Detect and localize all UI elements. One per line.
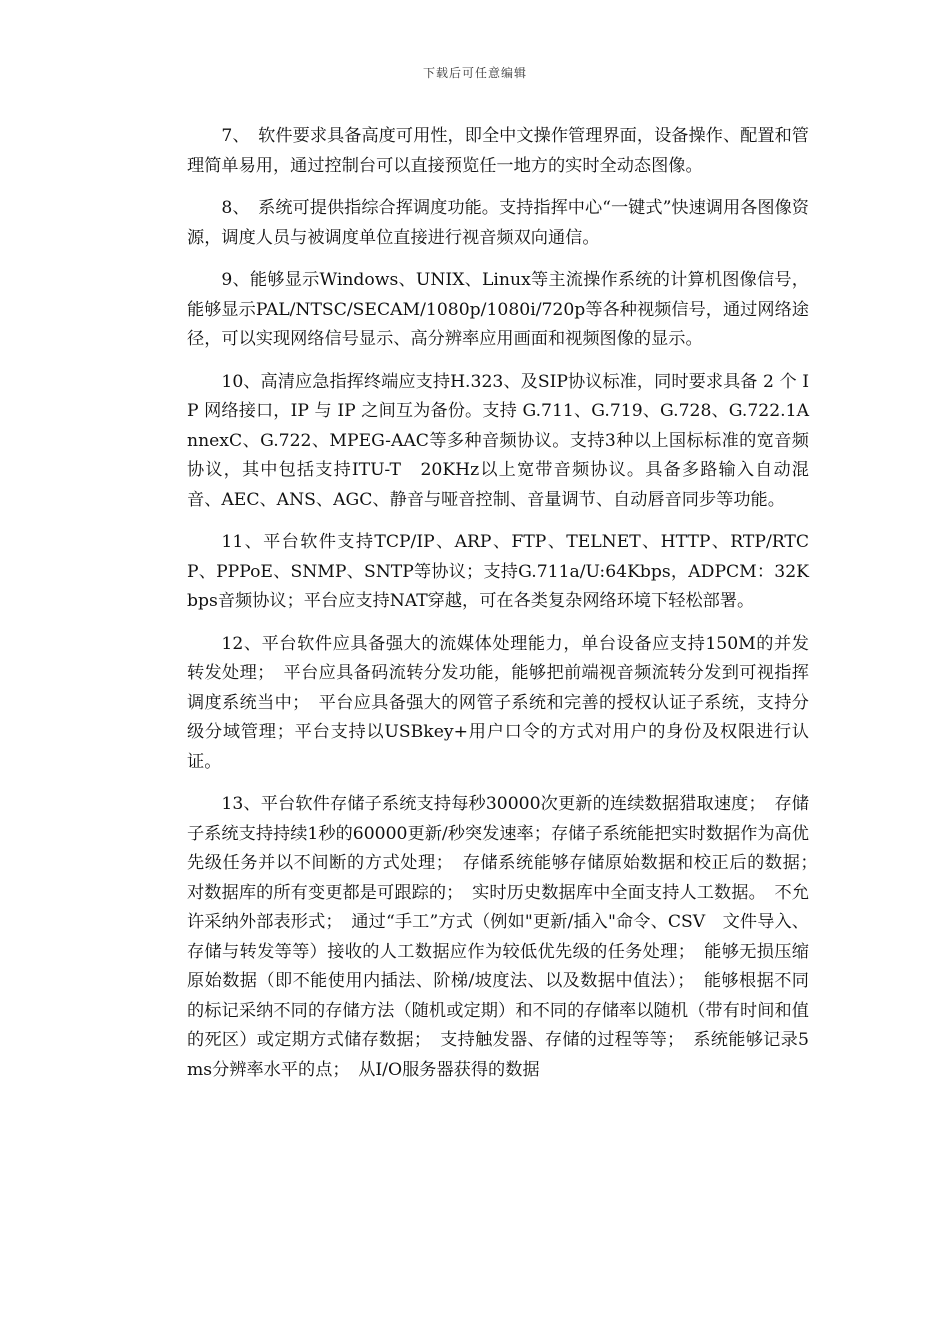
paragraph-11: 11、平台软件支持TCP/IP、ARP、FTP、TELNET、HTTP、RTP/RTCP、PPPoE、SNMP、SNTP等协议；支持G.711a/U:64Kbps，ADPCM：32Kbps音频协议；平台应支持NAT穿越，可在各类复杂网络环境下轻松部署。 [187,532,809,611]
paragraph-10: 10、高清应急指挥终端应支持H.323、及SIP协议标准，同时要求具备 2 个 IP 网络接口，IP 与 IP 之间互为备份。支持 G.711、G.719、G.728、G.722.1AnnexC、G.722、MPEG-AAC等多种音频协议。支持3种以上国标标准的宽音频协议，其中包括支持ITU-T 20KHz以上宽带音频协议。具备多路输入自动混音、AEC、ANS、AGC、静音与哑音控制、音量调节、自动唇音同步等功能。 [187,371,809,510]
paragraph-12: 12、平台软件应具备强大的流媒体处理能力，单台设备应支持150M的并发转发处理； 平台应具备码流转分发功能，能够把前端视音频流转分发到可视指挥调度系统当中； 平台应具备强大的网管子系统和完善的授权认证子系统，支持分级分域管理；平台支持以USBkey+用户口令的方式对用户的身份及权限进行认证。 [187,633,809,772]
paragraph-8: 8、 系统可提供指综合挥调度功能。支持指挥中心“一键式”快速调用各图像资源，调度人员与被调度单位直接进行视音频双向通信。 [187,198,809,248]
paragraph-13: 13、平台软件存储子系统支持每秒30000次更新的连续数据猎取速度； 存储子系统支持持续1秒的60000更新/秒突发速率；存储子系统能把实时数据作为高优先级任务并以不间断的方式处理； 存储系统能够存储原始数据和校正后的数据； 对数据库的所有变更都是可跟踪的； 实时历史数据库中全面支持人工数据。 不允许采纳外部表形式； 通过“手工”方式（例如"更新/插入"命令、CSV 文件导入、存储与转发等等）接收的人工数据应作为较低优先级的任务处理； 能够无损压缩原始数据（即不能使用内插法、阶梯/坡度法、以及数据中值法）； 能够根据不同的标记采纳不同的存储方法（随机或定期）和不同的存储率以随机（带有时间和值的死区）或定期方式储存数据； 支持触发器、存储的过程等等； 系统能够记录5ms分辨率水平的点； 从I/O服务器获得的数据 [187,794,827,1080]
page-header: 下载后可任意编辑 [422,66,527,80]
paragraph-7: 7、 软件要求具备高度可用性，即全中文操作管理界面，设备操作、配置和管理简单易用，通过控制台可以直接预览任一地方的实时全动态图像。 [187,126,809,176]
paragraph-9: 9、能够显示Windows、UNIX、Linux等主流操作系统的计算机图像信号，能够显示PAL/NTSC/SECAM/1080p/1080i/720p等各种视频信号，通过网络途径，可以实现网络信号显示、高分辨率应用画面和视频图像的显示。 [187,270,809,349]
document-body [187,122,827,1098]
